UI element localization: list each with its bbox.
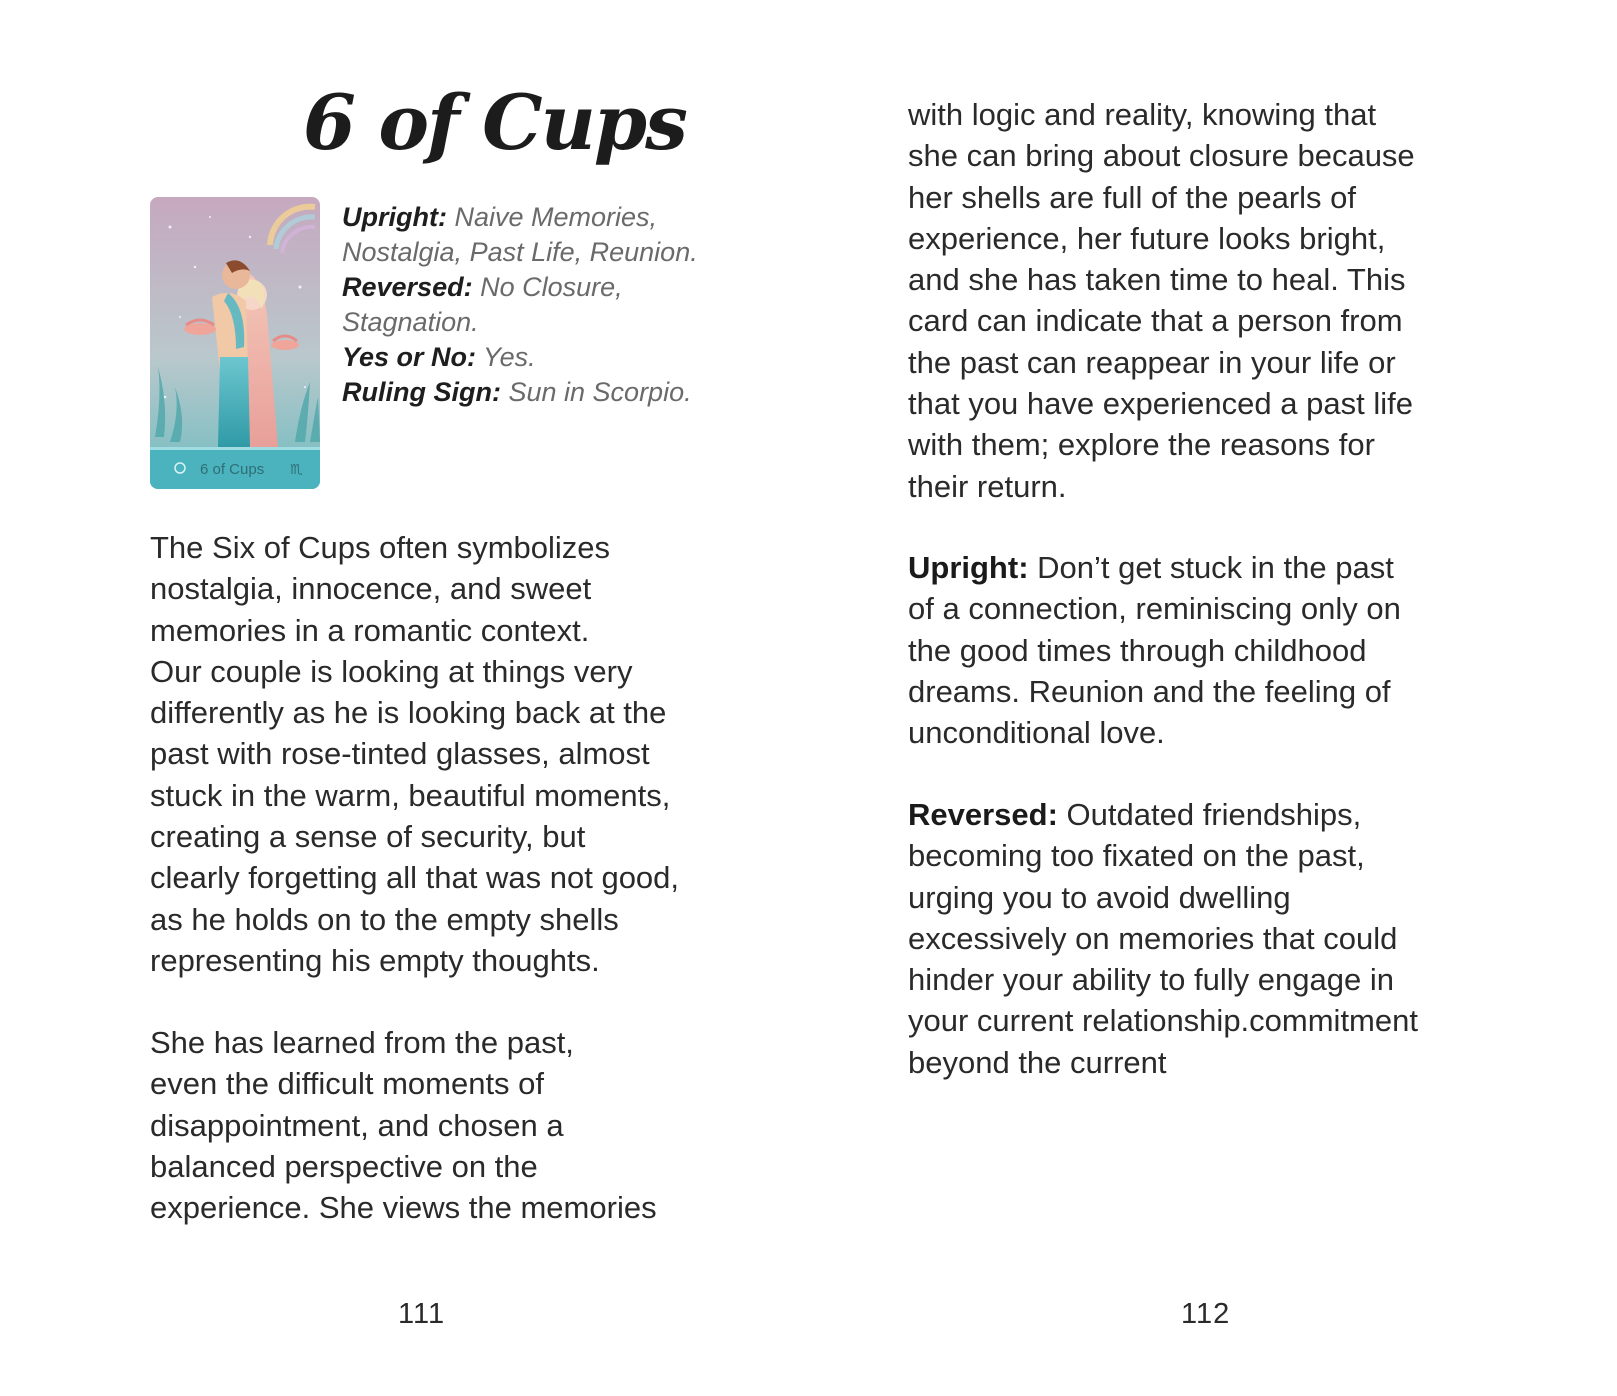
text-line: even the difficult moments of xyxy=(150,1066,545,1102)
keyword-value: Sun in Scorpio. xyxy=(508,377,692,407)
keyword-ruling-sign xyxy=(342,375,762,410)
text-line: The Six of Cups often symbolizes xyxy=(150,530,611,565)
text-line: differently as he is looking back at the xyxy=(150,695,667,731)
body-paragraph xyxy=(150,1022,657,1228)
text-line: clearly forgetting all that was not good, xyxy=(150,860,680,896)
left-page xyxy=(0,0,808,1396)
text-line: their return. xyxy=(908,468,1067,504)
text-line: becoming too fixated on the past, xyxy=(908,838,1365,874)
text-line: the good times through childhood xyxy=(908,632,1367,668)
text-line: stuck in the warm, beautiful moments, xyxy=(150,777,671,813)
text-line: that you have experienced a past life xyxy=(908,386,1413,422)
text-line: She has learned from the past, xyxy=(150,1025,574,1060)
keyword-value: Naive Memories, xyxy=(454,202,658,232)
keyword-yes-or-no xyxy=(342,340,762,375)
keyword-continuation xyxy=(342,305,762,340)
card-caption: 6 of Cups xyxy=(200,461,265,478)
tarot-card-illustration xyxy=(150,197,320,489)
text-line: Our couple is looking at things very xyxy=(150,653,633,689)
text-line: beyond the current xyxy=(908,1044,1167,1080)
upright-text: Don’t get stuck in the past xyxy=(1028,550,1394,585)
text-line xyxy=(908,547,1401,588)
upright-label: Upright: xyxy=(908,550,1029,585)
page-number: 111 xyxy=(398,1298,446,1330)
text-line: with logic and reality, knowing that xyxy=(908,97,1377,132)
keyword-upright xyxy=(342,200,762,235)
keyword-label: Yes or No: xyxy=(342,342,477,372)
reversed-text: Outdated friendships, xyxy=(1057,797,1362,832)
text-line: as he holds on to the empty shells xyxy=(150,901,619,937)
text-line: representing his empty thoughts. xyxy=(150,942,600,978)
keyword-value: No Closure, xyxy=(480,272,623,302)
keyword-label: Ruling Sign: xyxy=(342,377,501,407)
card-title: 6 of Cups xyxy=(303,78,686,167)
keyword-label: Reversed: xyxy=(342,272,473,302)
svg-text:♏: ♏ xyxy=(290,462,303,478)
text-line: disappointment, and chosen a xyxy=(150,1107,564,1143)
text-line: the past can reappear in your life or xyxy=(908,344,1396,380)
tarot-card-image xyxy=(150,197,320,489)
text-line: nostalgia, innocence, and sweet xyxy=(150,571,592,607)
text-line: experience. She views the memories xyxy=(150,1190,657,1226)
text-line: she can bring about closure because xyxy=(908,138,1415,174)
text-line: creating a sense of security, but xyxy=(150,819,586,855)
text-line: hinder your ability to fully engage in xyxy=(908,962,1394,998)
text-line: her shells are full of the pearls of xyxy=(908,179,1357,215)
keyword-value: Yes. xyxy=(483,342,536,372)
text-line: with them; explore the reasons for xyxy=(908,427,1375,463)
upright-paragraph xyxy=(908,547,1401,753)
page-number: 112 xyxy=(1181,1298,1231,1330)
text-line: balanced perspective on the xyxy=(150,1148,538,1184)
reversed-paragraph xyxy=(908,794,1418,1083)
card-keywords xyxy=(342,200,762,410)
body-paragraph xyxy=(908,94,1415,507)
text-line: card can indicate that a person from xyxy=(908,303,1403,339)
reversed-label: Reversed: xyxy=(908,797,1058,832)
text-line: your current relationship.commitment xyxy=(908,1003,1418,1039)
text-line: memories in a romantic context. xyxy=(150,612,590,648)
keyword-value: Nostalgia, Past Life, Reunion. xyxy=(342,237,698,267)
text-line: past with rose-tinted glasses, almost xyxy=(150,736,650,772)
text-line: experience, her future looks bright, xyxy=(908,220,1386,256)
text-line: and she has taken time to heal. This xyxy=(908,262,1406,298)
text-line xyxy=(908,794,1418,835)
body-paragraph xyxy=(150,527,679,981)
text-line: excessively on memories that could xyxy=(908,920,1398,956)
keyword-value: Stagnation. xyxy=(342,307,479,337)
keyword-reversed xyxy=(342,270,762,305)
text-line: unconditional love. xyxy=(908,715,1165,751)
text-line: of a connection, reminiscing only on xyxy=(908,591,1401,627)
text-line: urging you to avoid dwelling xyxy=(908,879,1291,915)
keyword-continuation xyxy=(342,235,762,270)
keyword-label: Upright: xyxy=(342,202,447,232)
text-line: dreams. Reunion and the feeling of xyxy=(908,673,1391,709)
right-page xyxy=(808,0,1617,1396)
